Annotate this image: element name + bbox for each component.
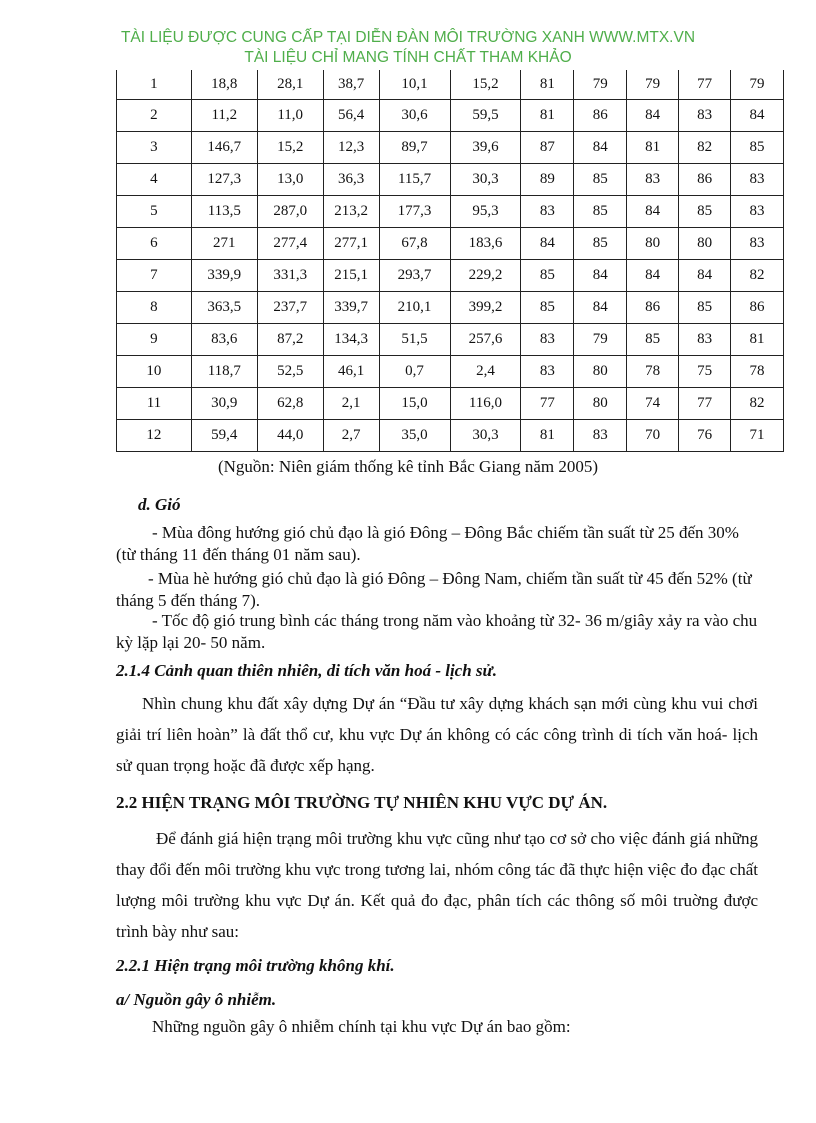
table-cell: 146,7: [191, 132, 257, 164]
table-cell: 2,7: [323, 420, 379, 452]
table-cell: 81: [521, 70, 574, 100]
table-cell: 86: [731, 292, 784, 324]
table-cell: 84: [627, 100, 679, 132]
table-cell: 12,3: [323, 132, 379, 164]
table-cell: 89,7: [379, 132, 450, 164]
table-cell: 215,1: [323, 260, 379, 292]
table-cell: 85: [574, 228, 627, 260]
table-cell: 2,4: [450, 356, 521, 388]
table-cell: 51,5: [379, 324, 450, 356]
table-cell: 84: [679, 260, 731, 292]
table-cell: 35,0: [379, 420, 450, 452]
table-cell: 81: [627, 132, 679, 164]
table-row: [117, 132, 784, 164]
table-cell: 83: [627, 164, 679, 196]
table-cell: 79: [574, 324, 627, 356]
table-cell: 67,8: [379, 228, 450, 260]
table-cell: 84: [627, 196, 679, 228]
table-cell: 39,6: [450, 132, 521, 164]
table-cell: 15,2: [450, 70, 521, 100]
table-cell: 81: [731, 324, 784, 356]
table-cell: 84: [574, 260, 627, 292]
table-cell: 74: [627, 388, 679, 420]
table-cell: 78: [627, 356, 679, 388]
table-cell: 85: [679, 292, 731, 324]
section-2-1-4-body: Nhìn chung khu đất xây dựng Dự án “Đầu tư xây dựng khách sạn mới cùng khu vui chơi giải trí liên hoàn” là đất thổ cư, khu vực Dự án không có các công trình di tích văn hoá- lịch sử quan trọng hoặc đã được xếp hạng.: [116, 694, 758, 775]
table-cell: 71: [731, 420, 784, 452]
table-cell: 277,4: [257, 228, 323, 260]
table-cell: 84: [731, 100, 784, 132]
table-cell: 83: [731, 196, 784, 228]
table-cell: 3: [117, 132, 192, 164]
table-cell: 257,6: [450, 324, 521, 356]
table-cell: 85: [574, 164, 627, 196]
table-row: [117, 196, 784, 228]
table-cell: 77: [679, 70, 731, 100]
table-row: [117, 260, 784, 292]
table-cell: 59,4: [191, 420, 257, 452]
table-cell: 287,0: [257, 196, 323, 228]
section-2-2-heading: 2.2 HIỆN TRẠNG MÔI TRƯỜNG TỰ NHIÊN KHU VỰC DỰ ÁN.: [116, 793, 608, 812]
wind-paragraph-2: - Mùa hè hướng gió chủ đạo là gió Đông – Đông Nam, chiếm tần suất từ 45 đến 52% (từ tháng 5 đến tháng 7).: [116, 569, 752, 610]
pollution-body: Những nguồn gây ô nhiễm chính tại khu vực Dự án bao gồm:: [152, 1017, 571, 1036]
table-cell: 118,7: [191, 356, 257, 388]
table-cell: 363,5: [191, 292, 257, 324]
table-cell: 11,0: [257, 100, 323, 132]
table-cell: 85: [679, 196, 731, 228]
table-row: [117, 100, 784, 132]
table-cell: 177,3: [379, 196, 450, 228]
table-cell: 84: [574, 292, 627, 324]
table-cell: 44,0: [257, 420, 323, 452]
table-cell: 339,9: [191, 260, 257, 292]
table-cell: 84: [627, 260, 679, 292]
table-cell: 85: [574, 196, 627, 228]
table-row: [117, 164, 784, 196]
table-cell: 85: [627, 324, 679, 356]
table-cell: 399,2: [450, 292, 521, 324]
table-cell: 83: [679, 324, 731, 356]
pollution-heading: a/ Nguồn gây ô nhiễm.: [116, 990, 277, 1009]
table-cell: 331,3: [257, 260, 323, 292]
table-cell: 4: [117, 164, 192, 196]
table-cell: 83: [521, 196, 574, 228]
table-cell: 82: [679, 132, 731, 164]
table-cell: 85: [521, 292, 574, 324]
table-cell: 56,4: [323, 100, 379, 132]
table-cell: 30,6: [379, 100, 450, 132]
table-cell: 30,9: [191, 388, 257, 420]
table-cell: 83: [731, 228, 784, 260]
table-cell: 116,0: [450, 388, 521, 420]
table-cell: 113,5: [191, 196, 257, 228]
table-cell: 277,1: [323, 228, 379, 260]
table-cell: 6: [117, 228, 192, 260]
table-cell: 210,1: [379, 292, 450, 324]
table-cell: 79: [731, 70, 784, 100]
table-cell: 18,8: [191, 70, 257, 100]
table-cell: 83: [731, 164, 784, 196]
table-row: [117, 324, 784, 356]
source-note: (Nguồn: Niên giám thống kê tỉnh Bắc Giang năm 2005): [217, 457, 599, 476]
table-row: [117, 420, 784, 452]
table-cell: 83: [521, 324, 574, 356]
table-cell: 134,3: [323, 324, 379, 356]
table-cell: 86: [627, 292, 679, 324]
table-cell: 82: [731, 388, 784, 420]
table-cell: 10: [117, 356, 192, 388]
table-cell: 7: [117, 260, 192, 292]
table-cell: 95,3: [450, 196, 521, 228]
table-cell: 80: [574, 356, 627, 388]
table-cell: 81: [521, 100, 574, 132]
wind-paragraph-1: - Mùa đông hướng gió chủ đạo là gió Đông – Đông Bắc chiếm tần suất từ 25 đến 30% (từ tháng 11 đến tháng 01 năm sau).: [116, 523, 739, 564]
table-cell: 115,7: [379, 164, 450, 196]
section-2-1-4-heading: 2.1.4 Cảnh quan thiên nhiên, di tích văn hoá - lịch sử.: [116, 661, 497, 680]
table-row: [117, 70, 784, 100]
table-cell: 271: [191, 228, 257, 260]
table-row: [117, 292, 784, 324]
table-cell: 12: [117, 420, 192, 452]
table-cell: 2,1: [323, 388, 379, 420]
table-cell: 237,7: [257, 292, 323, 324]
table-cell: 85: [521, 260, 574, 292]
table-cell: 83: [679, 100, 731, 132]
table-row: [117, 356, 784, 388]
table-cell: 52,5: [257, 356, 323, 388]
table-cell: 83: [521, 356, 574, 388]
table-cell: 229,2: [450, 260, 521, 292]
wind-heading: d. Gió: [138, 495, 181, 514]
table-cell: 83: [574, 420, 627, 452]
section-2-2-1-heading: 2.2.1 Hiện trạng môi trường không khí.: [116, 956, 395, 975]
table-cell: 84: [521, 228, 574, 260]
table-cell: 28,1: [257, 70, 323, 100]
table-cell: 80: [574, 388, 627, 420]
table-cell: 15,0: [379, 388, 450, 420]
table-cell: 70: [627, 420, 679, 452]
table-cell: 87,2: [257, 324, 323, 356]
table-cell: 75: [679, 356, 731, 388]
table-cell: 11: [117, 388, 192, 420]
table-cell: 85: [731, 132, 784, 164]
table-cell: 30,3: [450, 164, 521, 196]
table-cell: 8: [117, 292, 192, 324]
table-cell: 86: [679, 164, 731, 196]
table-cell: 87: [521, 132, 574, 164]
table-row: [117, 388, 784, 420]
table-cell: 81: [521, 420, 574, 452]
table-cell: 79: [574, 70, 627, 100]
watermark-line-2: TÀI LIỆU CHỈ MANG TÍNH CHẤT THAM KHẢO: [244, 49, 572, 66]
table-cell: 13,0: [257, 164, 323, 196]
table-cell: 79: [627, 70, 679, 100]
table-cell: 89: [521, 164, 574, 196]
table-cell: 80: [627, 228, 679, 260]
table-cell: 2: [117, 100, 192, 132]
table-cell: 46,1: [323, 356, 379, 388]
table-cell: 213,2: [323, 196, 379, 228]
table-cell: 86: [574, 100, 627, 132]
table-cell: 77: [521, 388, 574, 420]
table-cell: 339,7: [323, 292, 379, 324]
table-cell: 59,5: [450, 100, 521, 132]
table-cell: 11,2: [191, 100, 257, 132]
table-cell: 293,7: [379, 260, 450, 292]
table-cell: 77: [679, 388, 731, 420]
table-cell: 10,1: [379, 70, 450, 100]
monthly-data-table: [116, 70, 784, 452]
wind-paragraph-3: - Tốc độ gió trung bình các tháng trong năm vào khoảng từ 32- 36 m/giây xảy ra vào chu kỳ lặp lại 20- 50 năm.: [116, 611, 758, 652]
table-cell: 62,8: [257, 388, 323, 420]
table-cell: 82: [731, 260, 784, 292]
table-row: [117, 228, 784, 260]
table-cell: 5: [117, 196, 192, 228]
section-2-2-body: Để đánh giá hiện trạng môi trường khu vực cũng như tạo cơ sở cho việc đánh giá những thay đổi đến môi trường khu vực trong tương lai, nhóm công tác đã thực hiện việc đo đạc chất lượng môi trường khu vực Dự án. Kết quả đo đạc, phân tích các thông số môi truờng được trình bày như sau:: [116, 829, 758, 941]
table-cell: 76: [679, 420, 731, 452]
table-cell: 84: [574, 132, 627, 164]
table-cell: 38,7: [323, 70, 379, 100]
table-cell: 9: [117, 324, 192, 356]
table-cell: 15,2: [257, 132, 323, 164]
table-cell: 1: [117, 70, 192, 100]
table-cell: 36,3: [323, 164, 379, 196]
table-cell: 83,6: [191, 324, 257, 356]
table-cell: 30,3: [450, 420, 521, 452]
watermark-line-1: TÀI LIỆU ĐƯỢC CUNG CẤP TẠI DIỄN ĐÀN MÔI TRƯỜNG XANH WWW.MTX.VN: [120, 29, 696, 46]
table-cell: 127,3: [191, 164, 257, 196]
table-cell: 80: [679, 228, 731, 260]
table-cell: 0,7: [379, 356, 450, 388]
table-cell: 183,6: [450, 228, 521, 260]
table-cell: 78: [731, 356, 784, 388]
